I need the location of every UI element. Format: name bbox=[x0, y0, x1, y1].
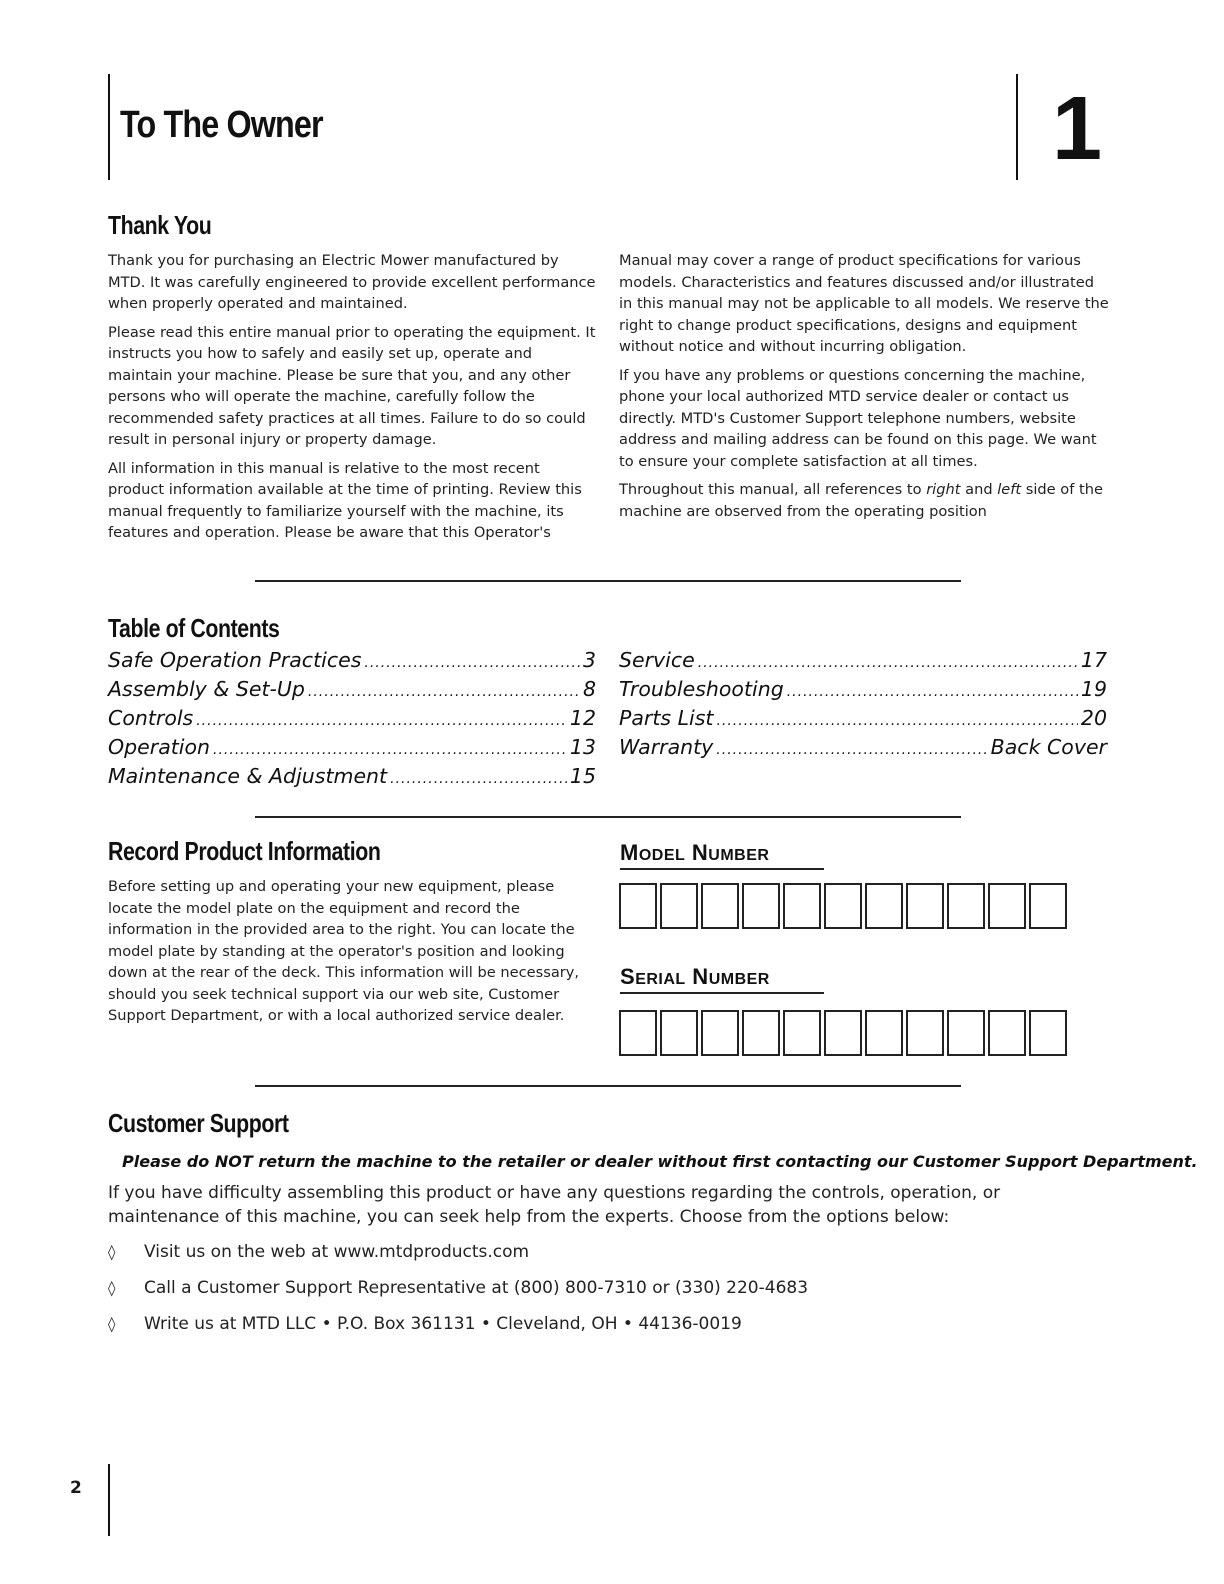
model-number-label-text: MODEL NUMBER bbox=[620, 840, 770, 865]
thank-you-heading: Thank You bbox=[108, 210, 212, 240]
toc-right-column bbox=[619, 648, 1107, 764]
thank-you-left-column bbox=[108, 250, 596, 551]
toc-entry-title: Controls bbox=[108, 706, 194, 730]
entry-box[interactable] bbox=[906, 1010, 944, 1056]
header-left-rule bbox=[108, 74, 110, 180]
entry-box[interactable] bbox=[824, 1010, 862, 1056]
toc-entry-title: Parts List bbox=[619, 706, 714, 730]
toc-entry-title: Troubleshooting bbox=[619, 677, 784, 701]
toc-entry-page: 8 bbox=[582, 677, 596, 701]
entry-box[interactable] bbox=[906, 883, 944, 929]
thank-you-paragraph: Thank you for purchasing an Electric Mower manufactured by MTD. It was carefully engineered to provide excellent performance when properly operated and maintained. bbox=[108, 252, 596, 312]
toc-entry-page: 12 bbox=[569, 706, 596, 730]
toc-entry[interactable] bbox=[108, 735, 596, 764]
toc-leader bbox=[698, 648, 1078, 672]
support-option-mail bbox=[108, 1306, 1108, 1342]
toc-leader bbox=[716, 706, 1077, 730]
toc-entry-page: Back Cover bbox=[990, 735, 1107, 759]
entry-box[interactable] bbox=[865, 883, 903, 929]
entry-box[interactable] bbox=[783, 883, 821, 929]
toc-entry-page: 19 bbox=[1080, 677, 1107, 701]
section-divider bbox=[255, 580, 961, 582]
toc-leader bbox=[364, 648, 580, 672]
entry-box[interactable] bbox=[865, 1010, 903, 1056]
page-number: 2 bbox=[70, 1478, 82, 1498]
thank-you-paragraph: Manual may cover a range of product specifications for various models. Characteristics and features discussed and/or illustrated in this manual may not be applicable to all models. We reserve the right to change product specifications, designs and equipment without notice and without incurring obligation. bbox=[619, 252, 1109, 355]
record-heading: Record Product Information bbox=[108, 836, 381, 866]
thank-you-right-column bbox=[619, 250, 1111, 529]
diamond-bullet-icon: ◊ bbox=[108, 1243, 116, 1261]
support-option-text[interactable]: Call a Customer Support Representative at (800) 800-7310 or (330) 220-4683 bbox=[144, 1278, 809, 1298]
entry-box[interactable] bbox=[1029, 883, 1067, 929]
support-heading: Customer Support bbox=[108, 1108, 289, 1138]
entry-box[interactable] bbox=[947, 883, 985, 929]
thank-you-paragraph-orientation bbox=[619, 479, 1111, 522]
entry-box[interactable] bbox=[988, 1010, 1026, 1056]
toc-entry-title: Operation bbox=[108, 735, 211, 759]
page-title: To The Owner bbox=[120, 104, 323, 146]
serial-number-label-text: SERIAL NUMBER bbox=[620, 964, 770, 989]
support-intro: If you have difficulty assembling this product or have any questions regarding the controls, operation, or maintenance of this machine, you can seek help from the experts. Choose from the options below: bbox=[108, 1183, 1001, 1227]
entry-box[interactable] bbox=[1029, 1010, 1067, 1056]
toc-entry-page: 15 bbox=[569, 764, 596, 788]
toc-entry[interactable] bbox=[108, 648, 596, 677]
serial-number-boxes bbox=[619, 1010, 1067, 1056]
record-instructions: Before setting up and operating your new equipment, please locate the model plate on the equipment and record the information in the provided area to the right. You can locate the model plate by standing at the operator's position and looking down at the rear of the deck. This information will be necessary, should you seek technical support via our web site, Customer Support Department, or with a local authorized service dealer. bbox=[108, 878, 580, 1024]
toc-leader bbox=[308, 677, 580, 701]
thank-you-paragraph: If you have any problems or questions concerning the machine, phone your local authorized MTD service dealer or contact us directly. MTD's Customer Support telephone numbers, website address and mailing address can be found on this page. We want to ensure your complete satisfaction at all times. bbox=[619, 366, 1097, 470]
toc-leader bbox=[390, 764, 567, 788]
toc-entry-title: Service bbox=[619, 648, 695, 672]
entry-box[interactable] bbox=[824, 883, 862, 929]
entry-box[interactable] bbox=[947, 1010, 985, 1056]
orientation-left-word: left bbox=[997, 481, 1022, 498]
footer-rule bbox=[108, 1464, 110, 1536]
entry-box[interactable] bbox=[783, 1010, 821, 1056]
toc-entry[interactable] bbox=[619, 648, 1107, 677]
diamond-bullet-icon: ◊ bbox=[108, 1315, 116, 1333]
entry-box[interactable] bbox=[701, 1010, 739, 1056]
orientation-text-after: side of the machine are observed from the operating position bbox=[619, 481, 1103, 520]
toc-entry-title: Safe Operation Practices bbox=[108, 648, 362, 672]
toc-entry-title: Warranty bbox=[619, 735, 714, 759]
support-option-text[interactable]: Visit us on the web at www.mtdproducts.com bbox=[144, 1242, 530, 1262]
toc-leader bbox=[787, 677, 1078, 701]
support-option-text: Write us at MTD LLC • P.O. Box 361131 • Cleveland, OH • 44136-0019 bbox=[144, 1314, 742, 1334]
toc-entry-page: 13 bbox=[569, 735, 596, 759]
support-option-web bbox=[108, 1234, 1108, 1270]
support-notice: Please do NOT return the machine to the retailer or dealer without first contacting our Customer Support Department. bbox=[122, 1152, 1198, 1171]
toc-entry-title: Maintenance & Adjustment bbox=[108, 764, 388, 788]
orientation-right-word: right bbox=[926, 481, 961, 498]
section-divider bbox=[255, 816, 961, 818]
model-number-label bbox=[620, 840, 824, 870]
toc-entry[interactable] bbox=[619, 677, 1107, 706]
toc-entry-title: Assembly & Set-Up bbox=[108, 677, 305, 701]
thank-you-paragraph: All information in this manual is relative to the most recent product information available at the time of printing. Review this manual frequently to familiarize yourself with the machine, its features and operation. Please be aware that this Operator's bbox=[108, 459, 582, 541]
toc-left-column bbox=[108, 648, 596, 793]
model-number-boxes bbox=[619, 883, 1067, 929]
entry-box[interactable] bbox=[742, 1010, 780, 1056]
toc-leader bbox=[716, 735, 987, 759]
toc-entry[interactable] bbox=[108, 764, 596, 793]
entry-box[interactable] bbox=[619, 1010, 657, 1056]
chapter-number: 1 bbox=[1052, 79, 1103, 179]
entry-box[interactable] bbox=[619, 883, 657, 929]
entry-box[interactable] bbox=[742, 883, 780, 929]
support-options bbox=[108, 1234, 1108, 1342]
toc-entry[interactable] bbox=[108, 706, 596, 735]
toc-entry-page: 20 bbox=[1080, 706, 1107, 730]
toc-entry[interactable] bbox=[619, 706, 1107, 735]
thank-you-paragraph: Please read this entire manual prior to operating the equipment. It instructs you how to safely and easily set up, operate and maintain your machine. Please be sure that you, and any other persons who will operate the machine, carefully follow the recommended safety practices at all times. Failure to do so could result in personal injury or property damage. bbox=[108, 323, 596, 448]
toc-leader bbox=[213, 735, 567, 759]
header-right-rule bbox=[1016, 74, 1018, 180]
entry-box[interactable] bbox=[660, 1010, 698, 1056]
orientation-text-middle: and bbox=[960, 481, 998, 498]
toc-entry[interactable] bbox=[108, 677, 596, 706]
entry-box[interactable] bbox=[660, 883, 698, 929]
toc-leader bbox=[196, 706, 567, 730]
toc-heading: Table of Contents bbox=[108, 613, 280, 643]
support-option-phone bbox=[108, 1270, 1108, 1306]
toc-entry[interactable] bbox=[619, 735, 1107, 764]
toc-entry-page: 3 bbox=[582, 648, 596, 672]
diamond-bullet-icon: ◊ bbox=[108, 1279, 116, 1297]
section-divider bbox=[255, 1085, 961, 1087]
entry-box[interactable] bbox=[701, 883, 739, 929]
toc-entry-page: 17 bbox=[1080, 648, 1107, 672]
serial-number-label bbox=[620, 964, 824, 994]
entry-box[interactable] bbox=[988, 883, 1026, 929]
orientation-text-before: Throughout this manual, all references to bbox=[619, 481, 927, 498]
